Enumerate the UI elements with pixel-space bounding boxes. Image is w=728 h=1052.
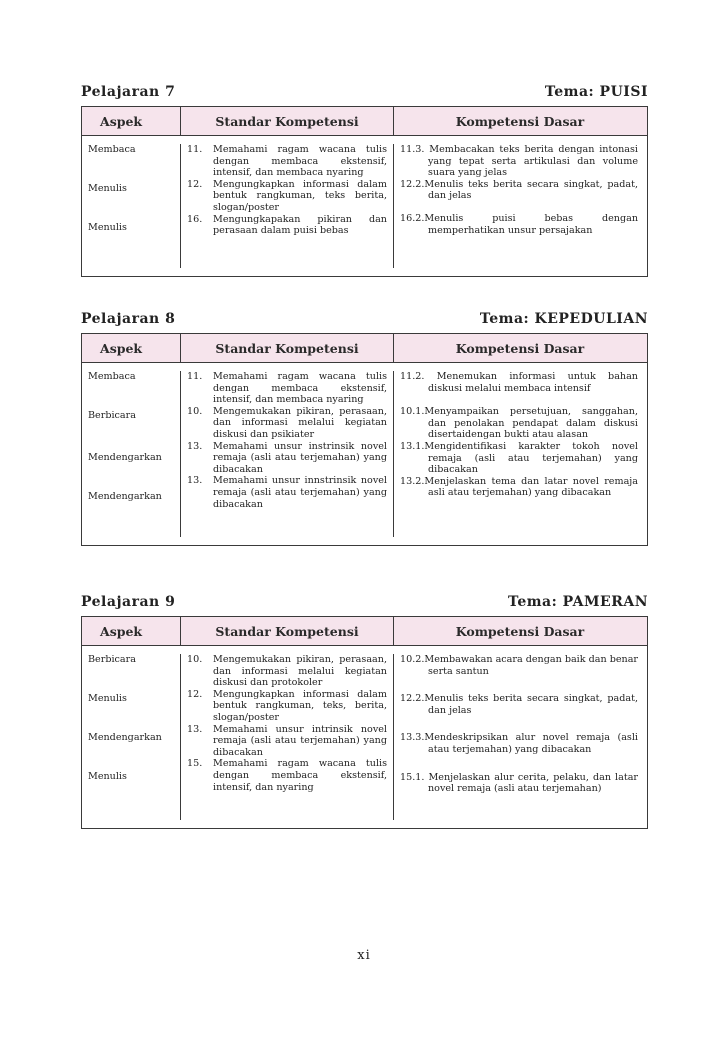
dasar-item: 10.1.Menyampaikan persetujuan, sanggahan, dan penolakan pendapat dalam diskusi disertaidengan bukti atau alasan [400, 406, 638, 441]
header-standar: Standar Kompetensi [180, 334, 393, 362]
table-header [82, 334, 647, 363]
dasar-item: 13.3.Mendeskripsikan alur novel remaja (asli atau terjemahan) yang dibacakan [400, 732, 638, 755]
aspect-item: Berbicara [88, 654, 136, 665]
dasar-column [393, 144, 646, 268]
lesson-title: Pelajaran 7 [81, 84, 176, 100]
section-pelajaran-9 [81, 590, 648, 829]
standar-item: 13. Memahami unsur innstrinsik novel remaja (asli atau terjemahan) yang dibacakan [187, 475, 387, 510]
lesson-title: Pelajaran 8 [81, 311, 176, 327]
dasar-item: 16.2.Menulis puisi bebas dengan memperhatikan unsur persajakan [400, 212, 638, 236]
standar-column [180, 654, 393, 820]
section-pelajaran-8 [81, 307, 648, 546]
section-heading [81, 590, 648, 610]
competency-table [81, 616, 648, 829]
section-heading [81, 80, 648, 100]
aspect-item: Berbicara [88, 410, 136, 421]
theme-title: Tema: PUISI [544, 84, 648, 100]
table-body [82, 136, 647, 276]
standar-column [180, 371, 393, 537]
aspect-item: Membaca [88, 144, 136, 155]
standar-item: 13. Memahami unsur instrinsik novel remaja (asli atau terjemahan) yang dibacakan [187, 440, 387, 475]
theme-title: Tema: KEPEDULIAN [479, 311, 648, 327]
lesson-title: Pelajaran 9 [81, 594, 176, 610]
table-body [82, 646, 647, 828]
standar-item: 11. Memahami ragam wacana tulis dengan membaca ekstensif, intensif, dan membaca nyaring [187, 144, 387, 179]
aspect-item: Menulis [88, 693, 127, 704]
aspect-item: Menulis [88, 222, 127, 233]
header-standar: Standar Kompetensi [180, 617, 393, 645]
aspect-item: Menulis [88, 183, 127, 194]
header-dasar: Kompetensi Dasar [393, 334, 646, 362]
page-number: xi [357, 948, 371, 963]
header-standar: Standar Kompetensi [180, 107, 393, 135]
standar-item: 12. Mengungkapkan informasi dalam bentuk rangkuman, teks, berita, slogan/poster [187, 688, 387, 723]
dasar-item: 12.2.Menulis teks berita secara singkat, padat, dan jelas [400, 693, 638, 716]
standar-item: 16. Mengungkapakan pikiran dan perasaan dalam puisi bebas [187, 213, 387, 237]
dasar-item: 11.3. Membacakan teks berita dengan intonasi yang tepat serta artikulasi dan volume suara yang jelas [400, 144, 638, 179]
standar-item: 10. Mengemukakan pikiran, perasaan, dan informasi melalui kegiatan diskusi dan protokoler [187, 654, 387, 689]
aspect-item: Membaca [88, 371, 136, 382]
section-heading [81, 307, 648, 327]
table-header [82, 617, 647, 646]
dasar-column [393, 371, 646, 537]
standar-item: 11. Memahami ragam wacana tulis dengan membaca ekstensif, intensif, dan membaca nyaring [187, 371, 387, 406]
dasar-item: 15.1. Menjelaskan alur cerita, pelaku, dan latar novel remaja (asli atau terjemahan) [400, 771, 638, 795]
section-pelajaran-7 [81, 80, 648, 277]
header-aspek: Aspek [100, 340, 143, 356]
aspek-column [82, 654, 180, 820]
table-body [82, 363, 647, 545]
header-dasar: Kompetensi Dasar [393, 107, 646, 135]
aspect-item: Menulis [88, 771, 127, 782]
header-dasar: Kompetensi Dasar [393, 617, 646, 645]
header-aspek: Aspek [100, 623, 143, 639]
standar-item: 10. Mengemukakan pikiran, perasaan, dan informasi melalui kegiatan diskusi dan psikiater [187, 405, 387, 440]
dasar-item: 12.2.Menulis teks berita secara singkat, padat, dan jelas [400, 178, 638, 202]
table-header [82, 107, 647, 136]
header-aspek: Aspek [100, 113, 143, 129]
dasar-item: 13.2.Menjelaskan tema dan latar novel remaja asli atau terjemahan) yang dibacakan [400, 475, 638, 499]
aspect-item: Mendengarkan [88, 732, 162, 743]
competency-table [81, 106, 648, 277]
standar-item: 15. Memahami ragam wacana tulis dengan membaca ekstensif, intensif, dan nyaring [187, 758, 387, 793]
standar-item: 13. Memahami unsur intrinsik novel remaja (asli atau terjemahan) yang dibacakan [187, 723, 387, 758]
aspek-column [82, 371, 180, 537]
standar-column [180, 144, 393, 268]
standar-item: 12. Mengungkapkan informasi dalam bentuk rangkuman, teks berita, slogan/poster [187, 178, 387, 213]
aspek-column [82, 144, 180, 268]
theme-title: Tema: PAMERAN [508, 594, 648, 610]
aspect-item: Mendengarkan [88, 491, 162, 502]
dasar-item: 13.1.Mengidentifikasi karakter tokoh novel remaja (asli atau terjemahan) yang dibacakan [400, 440, 638, 476]
dasar-item: 11.2. Menemukan informasi untuk bahan diskusi melalui membaca intensif [400, 371, 638, 394]
dasar-item: 10.2.Membawakan acara dengan baik dan benar serta santun [400, 654, 639, 677]
dasar-column [393, 654, 646, 820]
aspect-item: Mendengarkan [88, 452, 162, 463]
competency-table [81, 333, 648, 546]
